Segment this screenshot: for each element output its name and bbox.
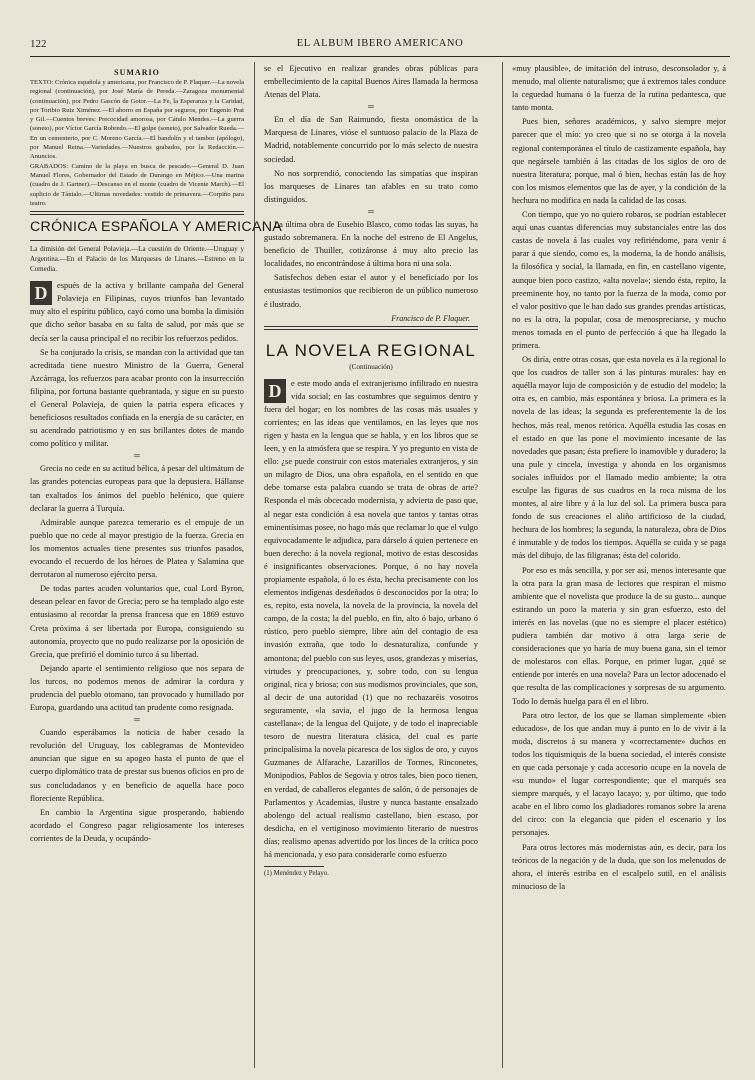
- sumario-grabados: GRABADOS: Camino de la playa en busca de pescado.—General D. Juan Manuel Flores, Gobernador del Estado de Durango en Méjico.—Una marina (cuadro de J. Gartner).—Descanso en el monte (cuadro de Vicente March).—El suplicio de Tántalo.—Ultimas novedades: vestido de primavera.—Corpiño para teatro.: [30, 162, 244, 207]
- paragraph: No nos sorprendió, conociendo las simpatías que inspiran los marqueses de Linares tan afables en su trato como distinguidos.: [264, 168, 478, 204]
- continuation-note: (Continuación): [349, 362, 393, 371]
- cronica-subtitle: La dimisión del General Polavieja.—La cuestión de Oriente.—Uruguay y Argentina.—En el Palacio de los Marqueses de Linares.—Estreno en la Comedia.: [30, 245, 244, 274]
- column-left: [30, 62, 283, 845]
- paragraph: Para otro lector, de los que se llaman simplemente «bien educados», de los que andan muy á punto en lo de vivir á la moda, discretos á su manera y «correctamente» duchos en todos los tiquismiquis de la buena sociedad, el interés consiste en que cada personaje y cada accesorio ocupe en la novela de «su mundo» el lugar correspondiente; que el marqués sea siempre marqués, y el lacayo lacayo; y, por último, que todo acabe en el libro como los gladiadores romanos sobre la arena del circo: con la elegancia que piden el escenario y los personajes.: [512, 710, 726, 838]
- paragraph: En el día de San Raimundo, fiesta onomástica de la Marquesa de Linares, vióse el suntuoso palacio de la Plaza de Madrid, notablemente concurrido por lo más selecto de nuestra sociedad.: [264, 115, 478, 164]
- footnote-rule: [264, 866, 324, 867]
- section-rule: [264, 326, 478, 330]
- paragraph: Os diría, entre otras cosas, que esta novela es á la regional lo que los cuadros de taller son á las pinturas murales: hay en aquélla mayor lujo de composición y de estudio del modelo; la otra es, en cambio, más espontánea y briosa. La primera es la novela de las ideas; la segunda es preferentemente la de los hechos, más real, menos retórica. Aquélla estudia las cosas en el estado en que las pone el movimiento incesante de las novedades que pasan; ésta prefiere lo inamovible y duradero; la una pule y cincela, investiga y ahonda en los organismos sociales influídos por el llamado medio ambiente; la otra esculpe las figuras de sus cuadros en la roca misma de los montes, al aire libre y á la luz del sol. La primera busca para fondo de sus creaciones el aliño artificioso de la ciudad, hechura de los hombres; la segunda, la naturaleza, obra de Dios é inmutable y de todos los tiempos. Aquélla se cuida y se paga más del dibujo, de las filigranas; ésta del colorido.: [512, 355, 726, 561]
- paragraph: En cambio la Argentina sigue prosperando, habiendo acordado el Congreso pagar religiosamente los intereses corrientes de la Deuda, y ocupándo-: [30, 807, 244, 843]
- paragraph: Satisfechos deben estar el autor y el beneficiado por los entusiastas testimonios que recibieron de un público numeroso é ilustrado.: [264, 273, 478, 309]
- paragraph: Cuando esperábamos la noticia de haber cesado la revolución del Uruguay, los cablegramas de Montevideo anuncian que sigue en su apogeo hasta el punto de que el cuerpo diplomático trata de prestar sus buenos oficios en pro de sus concludadanos y en beneficio de aquella hace poco floreciente República.: [30, 728, 244, 803]
- dropcap: D: [264, 379, 286, 403]
- column-right: [512, 62, 726, 893]
- cronica-body: [30, 279, 244, 845]
- paragraph: Se ha conjurado la crisis, se mandan con la actividad que tan acreditada tiene nuestro Ministro de la Guerra, General Azcárraga, los refuerzos para acabar pronto con la insurrección filipina, por fortuna bastante quebrantada, y sigue en su puesto el General Polavieja, de quien la patria espera eficaces y beneficiosos resultados confiada en la energía de su carácter, en su acendrado patriotismo y en sus brillantes dotes de mando como político y militar.: [30, 347, 244, 449]
- paragraph: La última obra de Eusebio Blasco, como todas las suyas, ha gustado sobremanera. En la noche del estreno de El Angelus, beneficio de Thuiller, cotizáronse á muy alto precio las localidades, no encontrándose á última hora ni una sola.: [264, 219, 478, 269]
- sumario-texto: TEXTO: Crónica española y americana, por Francisco de P. Flaquer.—La novela regional (continuación), por José María de Pereda.—Zaragoza monumental (continuación), por Pedro Gascón de Gotor.—La Fe, la Esperanza y la Caridad, por Toribio Ruiz Ximénez.—El ahorro en España por seguros, por Eugenio Prat y Gil.—Cuentos breves: Precocidad amorosa, por Cátulo Mendes.—La guerra (soneto), por Víctor García Robredo.—El golpe (soneto), por Salvador Rueda.—En un cementerio, por C. Moreno García.—El bandolín y el tambor (apólogo), por Manuel Reina.—Variedades.—Nuestros grabados, por la Redacción.—Anuncios.: [30, 79, 244, 161]
- paragraph: D espués de la activa y brillante campaña del General Polavieja en Filipinas, cuyos triunfos han levantado muy alto el espíritu público, cayó como una bomba la dimisión que dicho señor basaba en su falta de salud, por más que se decía ser la causa principal el no recibir los refuerzos pedidos.: [30, 281, 244, 343]
- section-rule: [30, 240, 244, 241]
- cronica-title: CRÓNICA ESPAÑOLA Y AMERICANA: [30, 219, 283, 236]
- paragraph: «muy plausible», de imitación del intruso, desconsolador y, á menudo, mal oliente naturalismo; que á extremos tales conduce la ceguedad humana ó la fuerza de la rutina pedantesca, que tanto monta.: [512, 64, 726, 113]
- novela-title: LA NOVELA REGIONAL: [265, 340, 477, 360]
- paragraph: Por eso es más sencilla, y por ser así, menos interesante que la otra para la gran masa de lectores que respiran el mismo ambiente que el novelista que produce la de su gusto... aunque estirando un poco la materia y sin gran esfuerzo, esto del interés en las novelas (que no es siempre el placer estético) pudiera también dar motivo á otra larga serie de consideraciones que yo haría de muy buena gana, sin el temor de molestaros con ellas. Porque, en primer lugar, ¿qué se entiende por interés en una novela? Para un lector adocenado el que resulta de las complicaciones y sorpresas de su argumento. Todo lo demás huelga para él en el libro.: [512, 565, 726, 706]
- separator: ═: [134, 715, 140, 725]
- page-header: [30, 38, 730, 54]
- paragraph: Para otros lectores más modernistas aún, es decir, para los teóricos de la negación y de la duda, que son los melenudos de ahora, el interés estriba en el escalpelo sutil, en el análisis minucioso de la: [512, 842, 726, 891]
- paragraph: Dejando aparte el sentimiento religioso que nos separa de los turcos, no podemos menos de admirar la cordura y prudencia del pueblo otomano, tan provocado y humillado por Europa, guardando una actitud tan prudente como resignada.: [30, 663, 244, 713]
- paragraph: Pues bien, señores académicos, y salvo siempre mejor parecer que el mío: yo creo que si no se otorga á la novela regional contemporánea el título de castizamente española, hay que negársele también á las citadas de los siglos de oro de nuestra literatura; porque, mal ó bien, hechas están las de hoy con los mismos elementos que las de ayer, y la condición de la hechura no modifica en nada la calidad de las cosas.: [512, 117, 726, 205]
- paragraph: Grecia no cede en su actitud bélica, á pesar del ultimátum de las grandes potencias europeas para que la depusiera. Hállanse tan exaltados los ánimos del pueblo helénico, que quiere declarar la guerra á Turquía.: [30, 464, 244, 513]
- column-divider: [502, 62, 503, 1068]
- paragraph: se el Ejecutivo en realizar grandes obras públicas para embellecimiento de la capital Buenos Aires llamada la hermosa Atenas del Plata.: [264, 64, 478, 100]
- novela-body: [264, 377, 478, 861]
- signature: Francisco de P. Flaquer.: [391, 313, 470, 323]
- separator: ═: [368, 102, 374, 112]
- page-number: 122: [30, 38, 47, 50]
- separator: ═: [134, 451, 140, 461]
- cronica-body-cont: [264, 62, 478, 311]
- footnote: (1) Menéndez y Pelayo.: [264, 870, 329, 878]
- paragraph: Con tiempo, que yo no quiero robaros, se podrían establecer aquí unas cuantas diferencias muy substanciales entre las dos castas de novela á las cuales voy refiriéndome, para venir á parar á que siendo, como es, la moderna, la de hondo análisis, la filosófica y social, la llamada, en fin, en castellano vigente, aunque bien poco castizo, «alta novela»; siendo ésta, repito, la preeminente hoy, no tanto por la fuerza de la moda, como por el valor positivo que le han dado sus grandes prendas artísticas, no es la otra, la popular, cosa de menospreciarse, y mucho menos tomada en el punto de perfección á que ha llegado la primera.: [512, 210, 726, 350]
- paragraph: De todas partes acuden voluntarios que, cual Lord Byron, desean pelear en favor de Grecia; pero se ha templado algo este entusiasmo al recordar la prensa francesa que en 1869 estuvo Creta próxima á ser libertada por Europa, consiguiendo su autonomía, proyecto que no pudo realizarse por la oposición de Grecia, que prefirió el dominio turco á su libertad.: [30, 584, 244, 659]
- header-rule: [30, 56, 730, 57]
- running-title: EL ALBUM IBERO AMERICANO: [296, 38, 464, 49]
- sumario: [30, 78, 244, 208]
- dropcap: D: [30, 281, 52, 305]
- column-divider: [254, 62, 255, 1068]
- paragraph: D e este modo anda el extranjerismo infiltrado en nuestra vida social; en las costumbres que seguimos dentro y fuera del hogar; en los nombres de las cosas más usuales y corrientes; en las ideas que ventilamos, en las leyes que nos rigen y hasta en la lengua que se habla, y en los libros que se leen, y en la atmósfera que se respira. Y yo pregunto en vista de ello: ¿se puede construir con estos materiales extranjeros, y sin un milagro de Dios, una obra española, en el sentido en que debe tomarse esta palabra cuando se trata de obras de arte? Responda el más obcecado modernista, y advierta de paso que, al negar esta condición á esa novela que tantos y tantas otras eminentísimas posee, no hago más que reclamar lo que el vulgo equivocadamente le adjudica, para dárselo á quien pertenece en buen derecho: á la novela regional, motivo de estas descosidas é insignificantes observaciones. Porque, ó no hay novela propiamente española, ó lo es ésta, hecha precisamente con los elementos indígenas desdeñados ó desconocidos por la otra; lo es, repito, esta novela, la novela de la provincia, la novela del campo, de la costa; la del pueblo, en fin, alto ó bajo, urbano ó rústico, pero pueblo siempre, libre aún del contagio de esa invasión extraña, que todo lo desnaturaliza, confunde y amontona; del pueblo con sus leyes, usos, grandezas y miserias, virtudes y preocupaciones, y, sobre todo, con su lengua original, rica y briosa; con sus modismos provinciales, que son, al decir de una autoridad (1) que no rechazaréis vosotros seguramente, «la savia, el jugo de la hermosa lengua castellana»; de la lengua del Quijote, y de todo el inapreciable tesoro de nuestra literatura clásica, del cual es parte principalísima la novela picaresca de los siglos de oro, y cuyos Guzmanes de Alfarache, Lazarillos de Tormes, Rinconetes, Monipodios, Pablos de Segovia y otros tales, bien poco tienen, en verdad, de caballeros elegantes de salón, ó de personajes de Parlamentos y Academias, ilustre y nunca bastante ensalzado abolengo del actual realismo castellano, bien escaso, por desdicha, en el vertiginoso movimiento literario de nuestros días; realismo apenas advertido por los linces de la crítica poco há mencionada, y eso para considerarle como esfuerzo: [264, 378, 478, 859]
- separator: ═: [368, 206, 374, 216]
- sumario-title: SUMARIO: [114, 68, 160, 77]
- paragraph: Admirable aunque parezca temerario es el empuje de un pueblo que no cede al mayor prestigio de la fuerza. Grecia en los momentos actuales tiene presentes sus triunfos pasados, evocando el recuerdo de los héroes de Platea y Salamina que derrotaron al numeroso ejército persa.: [30, 517, 244, 580]
- section-rule: [30, 211, 244, 215]
- novela-body-cont: [512, 62, 726, 893]
- column-middle: [264, 62, 478, 878]
